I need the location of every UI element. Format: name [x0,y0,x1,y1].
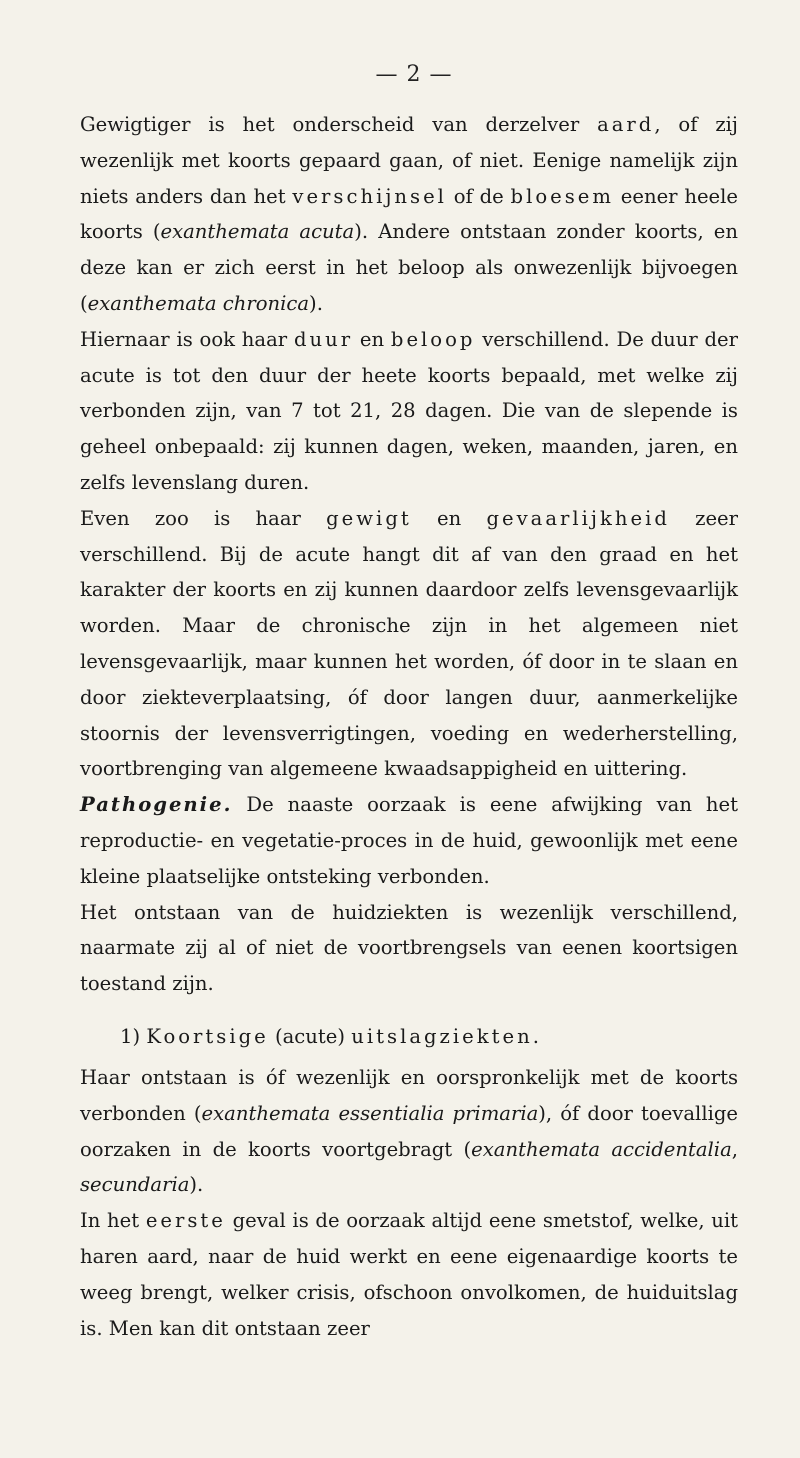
text-run: ). Andere ontstaan zonder koorts, en deze kan er zich eerst in het beloop als onwezenlijk bijvoegen ( [80,220,738,315]
emphasis-verschijnsel: verschijnsel [292,184,447,208]
text-run: De naaste oorzaak is eene afwijking van het reproductie- en vegetatie-proces in de huid, gewoonlijk met eene kleine plaatselijke ontsteking verbonden. [80,793,738,888]
heading-number: 1) [120,1024,147,1048]
paragraph-gewigt [80,501,738,787]
paragraph-eerste-geval [80,1203,738,1346]
text-run: In het [80,1209,146,1233]
section-label-pathogenie: Pathogenie. [80,793,233,817]
heading-word: uitslagziekten [351,1024,533,1048]
paragraph-ontstaan [80,895,738,1002]
paragraph-onderscheid [80,107,738,322]
latin-term: exanthemata accidentalia [471,1137,732,1161]
text-run: ), óf door toevallige oorzaken in de koorts voortgebragt ( [80,1101,738,1161]
section-heading [80,1018,738,1056]
heading-word: (acute) [268,1024,352,1048]
text-run: zeer verschillend. Bij de acute hangt dit af van den graad en het karakter der koorts en zij kunnen daardoor zelfs levensgevaarlijk worden. Maar de chronische zijn in het algemeen niet levensgevaarlijk, maar kunnen het worden, óf door in te slaan en door ziekteverplaatsing, óf door langen duur, aanmerkelijke stoornis der levensverrigtingen, voeding en wederherstelling, voortbrenging van algemeene kwaadsappigheid en uittering. [80,506,739,781]
text-run: ). [309,291,323,315]
text-run: Hiernaar is ook haar [80,327,294,351]
heading-word: Koortsige [146,1024,269,1048]
paragraph-haar-ontstaan [80,1060,738,1203]
emphasis-beloop: beloop [390,327,476,351]
page-number: — 2 — [375,62,453,87]
latin-term: exanthemata essentialia primaria [201,1101,539,1125]
latin-term: exanthemata chronica [87,291,310,315]
emphasis-bloesem: bloesem [510,184,614,208]
paragraph-pathogenie [80,787,738,894]
body-text [80,107,738,1346]
text-run: verschillend. De duur der acute is tot den duur der heete koorts bepaald, met welke zij verbonden zijn, van 7 tot 21, 28 dagen. Die van de slepende is geheel onbepaald: zij kunnen dagen, weken, maanden, jaren, en zelfs levenslang duren. [80,327,739,494]
text-run: Het ontstaan van de huidziekten is wezenlijk verschillend, naarmate zij al of niet de voortbrengsels van eenen koortsigen toestand zijn. [80,900,738,996]
text-run: en [353,327,391,351]
latin-term: exanthemata acuta [160,220,355,244]
emphasis-gevaarlijkheid: gevaarlijkheid [486,506,670,530]
emphasis-eerste: eerste [145,1209,226,1233]
text-run: Even zoo is haar [80,506,327,530]
text-run: Gewigtiger is het onderscheid van derzelver [80,113,598,136]
paragraph-duur [80,322,738,501]
text-run: , of zij wezenlijk met koorts gepaard gaan, of niet. Eenige namelijk zijn niets anders dan het [80,113,738,208]
text-run: , [731,1137,738,1161]
text-run: ). [189,1173,204,1197]
text-run: geval is de oorzaak altijd eene smetstof, welke, uit haren aard, naar de huid werkt en eene eigenaardige koorts te weeg brengt, welker crisis, ofschoon onvolkomen, de huiduitslag is. Men kan dit ontstaan zeer [80,1209,738,1340]
text-run: of de [446,184,511,208]
text-run: en [411,506,487,530]
text-run: eener heele koorts ( [80,184,739,244]
latin-term: secundaria [80,1173,190,1197]
heading-punct: . [532,1024,539,1048]
emphasis-duur: duur [293,327,354,351]
emphasis-gewigt: gewigt [326,506,412,530]
text-run: Haar ontstaan is óf wezenlijk en oorspronkelijk met de koorts verbonden ( [80,1065,738,1125]
emphasis-aard: aard [597,113,655,136]
